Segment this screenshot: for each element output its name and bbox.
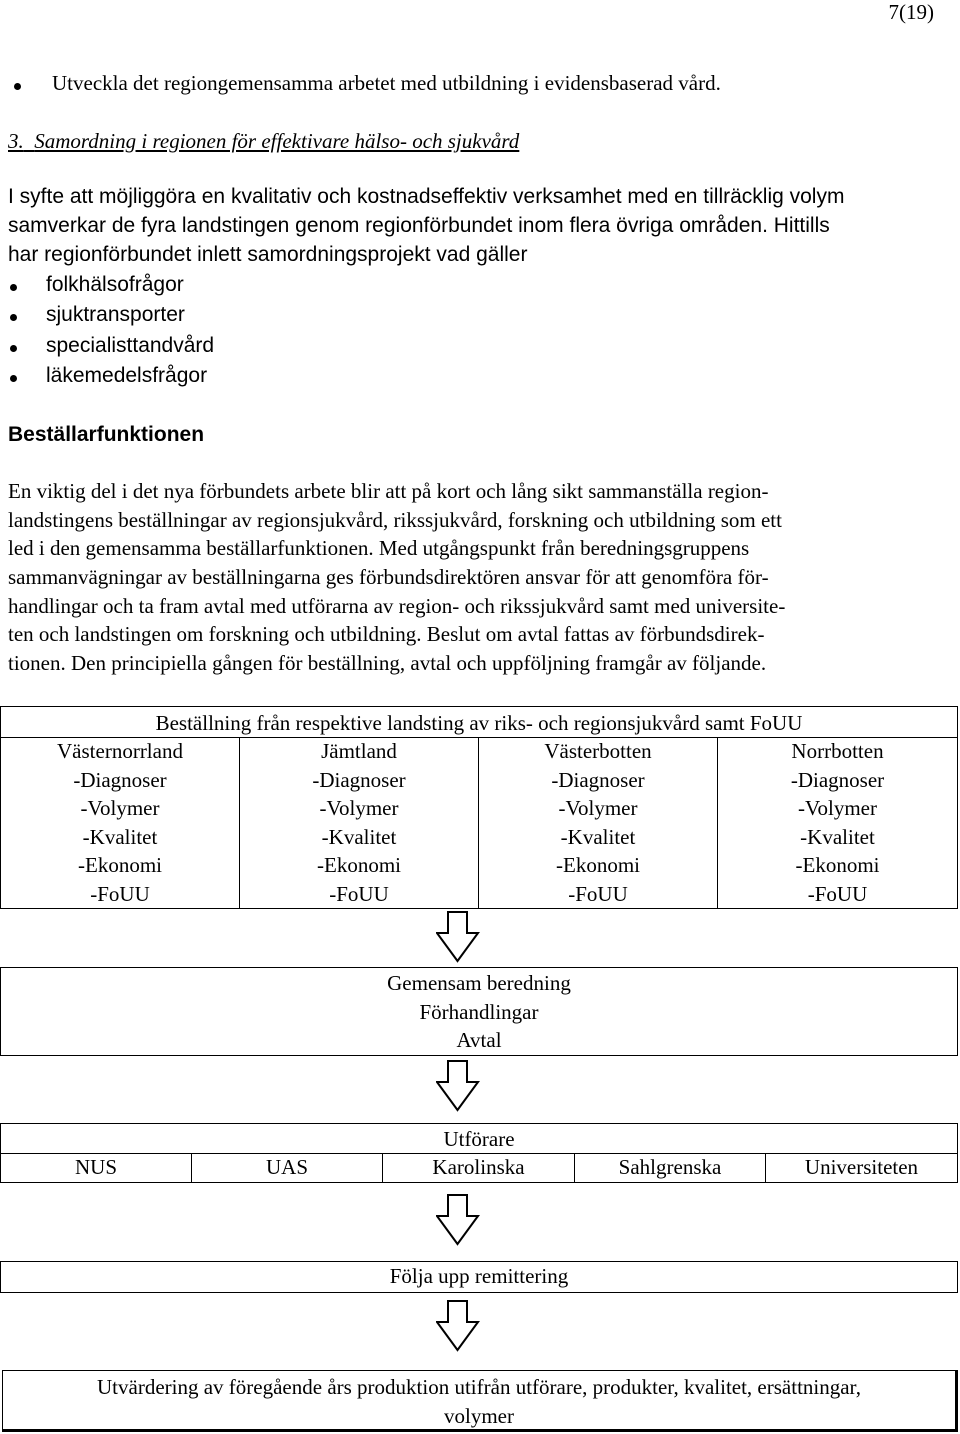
region-item: -FoUU [807,881,868,906]
region-name: Norrbotten [791,739,884,763]
region-item: -Kvalitet [800,824,875,849]
performers-title: Utförare [443,1127,515,1151]
region-item: -FoUU [90,881,150,906]
down-arrow-icon [436,911,480,963]
region-item: -Kvalitet [560,824,636,849]
body-line-2: landstingens beställningar av regionsjukvård, rikssjukvård, forskning och utbildning som ett [8,508,782,532]
body-line-6: ten och landstingen om forskning och utbildning. Beslut om avtal fattas av förbundsdirek- [8,622,765,646]
order-title: Beställning från respektive landsting av riks- och regionsjukvård samt FoUU [155,711,803,735]
bullet-icon [14,83,21,90]
joint-box-line: Förhandlingar [419,999,539,1024]
region-item: -Kvalitet [321,824,397,849]
region-item: -Ekonomi [78,853,162,877]
project-item: folkhälsofrågor [46,273,184,296]
bullet-icon [10,345,17,352]
section-3-title: Samordning i regionen för effektivare hälso- och sjukvård [34,129,520,153]
body-line-5: handlingar och ta fram avtal med utförarna av region- och rikssjukvård samt med universite- [8,594,786,618]
evaluation-box [2,1370,958,1432]
region-item: -Diagnoser [73,767,167,792]
region-item: -Volymer [80,796,160,820]
region-item: -Ekonomi [317,853,401,877]
region-column [718,737,957,908]
body-line-7: tionen. Den principiella gången för beställning, avtal och uppföljning framgår av följande. [8,651,767,675]
order-box [0,706,958,909]
region-item: -Ekonomi [795,853,880,877]
body-line-1: En viktig del i det nya förbundets arbete blir att på kort och lång sikt sammanställa region- [8,479,769,503]
down-arrow-icon [436,1060,480,1112]
evaluation-line: Utvärdering av föregående års produktion utifrån utförare, produkter, kvalitet, ersättningar, [97,1375,861,1399]
down-arrow-icon [436,1194,480,1246]
section3-line-3: har regionförbundet inlett samordningsprojekt vad gäller [8,243,528,266]
section-heading-bestallarfunktionen: Beställarfunktionen [8,423,205,446]
project-item: sjuktransporter [46,303,185,326]
bullet-icon [10,284,17,291]
page-number: 7(19) [888,0,934,24]
section3-line-2: samverkar de fyra landstingen genom regionförbundet inom flera övriga områden. Hittills [8,214,830,237]
joint-box-line: Gemensam beredning [387,971,571,995]
follow-up-text: Följa upp remittering [389,1264,569,1288]
intro-bullet-text: Utveckla det regiongemensamma arbetet med utbildning i evidensbaserad vård. [52,71,721,95]
region-item: -Volymer [798,796,877,820]
follow-up-box [0,1261,958,1293]
region-item: -Volymer [319,796,399,820]
section3-line-1: I syfte att möjliggöra en kvalitativ och kostnadseffektiv verksamhet med en tillräcklig volym [8,185,845,208]
bullet-icon [10,314,17,321]
performer-cell: UAS [192,1153,383,1182]
body-line-3: led i den gemensamma beställarfunktionen. Med utgångspunkt från beredningsgruppens [8,536,750,560]
region-column [240,737,479,908]
region-name: Västernorrland [57,739,183,763]
section-3-number: 3. [8,129,24,153]
joint-box [0,967,958,1056]
performers-box [0,1123,958,1183]
project-item: läkemedelsfrågor [46,364,208,387]
region-column [1,737,240,908]
body-line-4: sammanvägningar av beställningarna ges förbundsdirektören ansvar för att genomföra för- [8,565,769,589]
performer-cell: Sahlgrenska [575,1153,766,1182]
evaluation-line: volymer [444,1403,514,1428]
region-item: -Diagnoser [312,767,406,792]
region-item: -Diagnoser [551,767,645,792]
performer-cell: Karolinska [383,1153,575,1182]
section-3-heading [8,129,519,154]
region-item: -Ekonomi [556,853,640,877]
joint-box-line: Avtal [456,1028,502,1052]
region-item: -FoUU [568,881,628,906]
down-arrow-icon [436,1300,480,1352]
region-item: -Diagnoser [790,767,885,792]
bullet-icon [10,375,17,382]
region-item: -FoUU [329,881,389,906]
region-item: -Kvalitet [82,824,158,849]
region-item: -Volymer [558,796,638,820]
project-item: specialisttandvård [46,334,215,357]
region-column [479,737,718,908]
performer-cell: NUS [1,1153,192,1182]
region-name: Jämtland [321,739,397,763]
performer-cell: Universiteten [804,1155,919,1179]
region-name: Västerbotten [544,739,652,763]
